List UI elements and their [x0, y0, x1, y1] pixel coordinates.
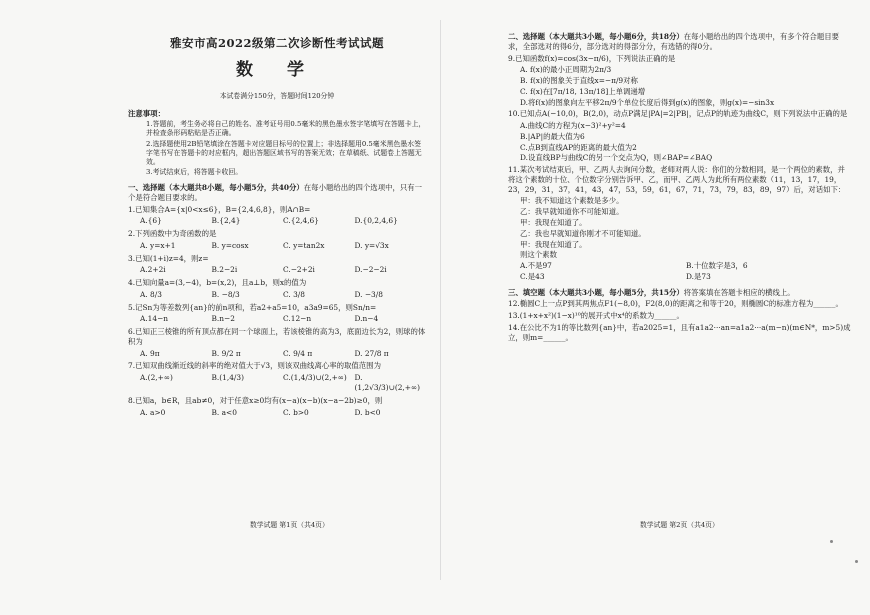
- option: C.−2+2i: [283, 265, 315, 275]
- option: D.(1,2√3/3)∪(2,+∞): [354, 373, 420, 393]
- exam-title: 雅安市高2022级第二次诊断性考试试题: [169, 36, 384, 50]
- dialog-line: 甲：我现在知道了。: [520, 239, 587, 249]
- note-1: 1.答题前，考生务必将自己的姓名、准考证号用0.5毫米的黑色墨水签字笔填写在答题卡上，并检查条形码粘贴是否正确。: [146, 120, 426, 138]
- question-5: 5.记Sn为等差数列{an}的前n项和，若a2+a5=10，a3a9=65，则Sn/n= A.14−n B.n−2 C.12−n D.n−4: [128, 303, 426, 325]
- option: A. 9π: [140, 348, 160, 358]
- page-footer: 数学试题 第1页（共4页）: [250, 521, 329, 530]
- subject-title: 数 学: [236, 60, 318, 81]
- question-6: 6.已知正三棱锥的所有顶点都在同一个球面上，若该棱锥的高为3，底面边长为2，则球的体积为 A. 9π B. 9/2 π C. 9/4 π D. 27/8 π: [128, 327, 426, 358]
- option: B.|AP|的最大值为6: [520, 131, 585, 141]
- option: B. f(x)的图象关于直线x=−π/9对称: [520, 76, 638, 86]
- question-8: 8.已知a，b∈R，且ab≠0，对于任意x≥0均有(x−a)(x−b)(x−a−2b)≥0，则 A. a>0 B. a<0 C. b>0 D. b<0: [128, 396, 426, 418]
- dialog-line: 甲：我现在知道了。: [520, 218, 587, 228]
- question-9: 9.已知函数f(x)=cos(3x−π/6)，下列说法正确的是 A. f(x)的最小正周期为2π/3 B. f(x)的图象关于直线x=−π/9对称 C. f(x)在[7π/18, 13π/18]上单调递增 D.将f(x)的图象向左平移2π/9个单位长度后得到g(x)的图象，则g(x)=−sin3x: [508, 54, 852, 108]
- question-4: 4.已知向量a=(3,−4)，b=(x,2)，且a⊥b，则x的值为 A. 8/3 B. −8/3 C. 3/8 D. −3/8: [128, 278, 426, 300]
- option: D.是73: [686, 271, 711, 281]
- dialog-line: 乙：我早就知道你不可能知道。: [520, 207, 624, 217]
- option: C.12−n: [283, 314, 312, 324]
- question-1: 1.已知集合A={x|0<x≤6}，B={2,4,6,8}，则A∩B= A.{6} B.{2,4} C.{2,4,6} D.{0,2,4,6}: [128, 205, 426, 227]
- option: D. b<0: [354, 407, 381, 417]
- question-13: 13.(1+x+x²)(1−x)¹⁰的展开式中x⁴的系数为______。: [508, 311, 684, 321]
- exam-info: 本试卷满分150分，答题时间120分钟: [219, 91, 335, 100]
- question-11: 11.某次考试结束后，甲、乙两人去询问分数，老师对两人说：你们的分数相同，是一个两位的素数，并将这个素数的十位、个位数字分别告诉甲、乙，而甲、乙两人为此所有两位素数（11，13，17，19，23，29，31，37，41，43，47，53，59，61，67，71，73，79，83，89，97）后，对话如下： 甲：我不知道这个素数是多少。 乙：我早就知道你不可能知道。 甲：我现在知道了。 乙：我也早就知道你刚才不可能知道。 甲：我现在知道了。 则这个素数 A.不是97 B.十位数字是3，6 C.是43 D.是73: [508, 165, 852, 281]
- note-2: 2.选择题使用2B铅笔填涂在答题卡对应题目标号的位置上；非选择题用0.5毫米黑色墨水签字笔书写在答题卡的对应框内，超出答题区域书写的答案无效；在草稿纸、试题卷上答题无效。: [146, 139, 422, 166]
- option: A.{6}: [140, 216, 162, 226]
- question-3: 3.已知(1+i)z=4，则z= A.2+2i B.2−2i C.−2+2i D.−2−2i: [128, 254, 426, 276]
- section-1-heading: 一、选择题（本大题共8小题，每小题5分，共40分）在每小题给出的四个选项中，只有一个是符合题目要求的。: [128, 183, 423, 202]
- option: D. 27/8 π: [354, 348, 389, 358]
- option: C. 3/8: [283, 289, 305, 299]
- option: B.十位数字是3，6: [686, 261, 748, 271]
- option: A.2+2i: [140, 265, 166, 275]
- option: B. 9/2 π: [211, 348, 241, 358]
- question-2: 2.下列函数中为奇函数的是 A. y=x+1 B. y=cosx C. y=tan2x D. y=√3x: [128, 229, 426, 251]
- question-10: 10.已知点A(−10,0)，B(2,0)，动点P满足|PA|=2|PB|，记点P的轨迹为曲线C，则下列说法中正确的是 A.曲线C的方程为(x−3)²+y²=4 B.|AP|的最大值为6 C.点B到直线AP的距离的最大值为2 D.设直线BP与曲线C的另一个交点为Q，则∠BAP=∠BAQ: [508, 109, 852, 163]
- option: D.−2−2i: [354, 265, 387, 275]
- option: C.是43: [520, 271, 545, 281]
- option: A.(2,+∞): [140, 373, 173, 383]
- page-2: [440, 0, 870, 615]
- option: D.设直线BP与曲线C的另一个交点为Q，则∠BAP=∠BAQ: [520, 153, 713, 163]
- question-14: 14.在公比不为1的等比数列{an}中，若a2025=1，且有a1a2···an=a1a2···a(m−n)(m∈N*，m>5)成立，则m=______。: [508, 322, 851, 342]
- option: C. y=tan2x: [283, 240, 325, 250]
- option: B. −8/3: [211, 289, 240, 299]
- note-3: 3.考试结束后，将答题卡收回。: [146, 167, 243, 176]
- question-tail: 则这个素数: [520, 250, 557, 260]
- option: D.{0,2,4,6}: [354, 216, 398, 226]
- option: A. a>0: [140, 407, 166, 417]
- scan-speck: [830, 540, 833, 543]
- option: B.(1,4/3): [211, 373, 244, 383]
- option: A. f(x)的最小正周期为2π/3: [520, 65, 612, 75]
- option: C. b>0: [283, 407, 309, 417]
- option: A. 8/3: [140, 289, 162, 299]
- option: B.{2,4}: [211, 216, 241, 226]
- notes-heading: 注意事项：: [128, 108, 165, 118]
- option: D. −3/8: [354, 289, 383, 299]
- option: A.曲线C的方程为(x−3)²+y²=4: [520, 121, 626, 131]
- option: B.n−2: [211, 314, 235, 324]
- option: C. f(x)在[7π/18, 13π/18]上单调递增: [520, 86, 646, 96]
- scan-speck: [855, 560, 858, 563]
- option: C.{2,4,6}: [283, 216, 319, 226]
- option: C. 9/4 π: [283, 348, 313, 358]
- option: A.14−n: [140, 314, 169, 324]
- option: D.将f(x)的图象向左平移2π/9个单位长度后得到g(x)的图象，则g(x)=−sin3x: [520, 97, 775, 107]
- option: C.(1,4/3)∪(2,+∞): [283, 373, 347, 383]
- section-3-heading: 三、填空题（本大题共3小题，每小题5分，共15分）将答案填在答题卡相应的横线上。: [508, 287, 795, 297]
- dialog-line: 甲：我不知道这个素数是多少。: [520, 196, 624, 206]
- page-footer: 数学试题 第2页（共4页）: [640, 521, 719, 530]
- option: D.n−4: [354, 314, 379, 324]
- option: A. y=x+1: [140, 240, 176, 250]
- option: B. y=cosx: [211, 240, 249, 250]
- question-12: 12.椭圆C上一点P到其两焦点F1(−8,0)，F2(8,0)的距离之和等于20，则椭圆C的标准方程为______。: [508, 299, 843, 309]
- option: B.2−2i: [211, 265, 238, 275]
- option: D. y=√3x: [354, 240, 389, 250]
- question-7: 7.已知双曲线渐近线的斜率的绝对值大于√3，则该双曲线离心率的取值范围为 A.(2,+∞) B.(1,4/3) C.(1,4/3)∪(2,+∞) D.(1,2√3/3)∪(2,+∞): [128, 361, 426, 392]
- dialog-line: 乙：我也早就知道你刚才不可能知道。: [520, 228, 646, 238]
- option: A.不是97: [520, 261, 552, 271]
- section-2-heading: 二、选择题（本大题共3小题，每小题6分，共18分）在每小题给出的四个选项中，有多个符合题目要求，全部选对的得6分，部分选对的得部分分，有选错的得0分。: [508, 32, 839, 51]
- option: C.点B到直线AP的距离的最大值为2: [520, 142, 637, 152]
- option: B. a<0: [211, 407, 237, 417]
